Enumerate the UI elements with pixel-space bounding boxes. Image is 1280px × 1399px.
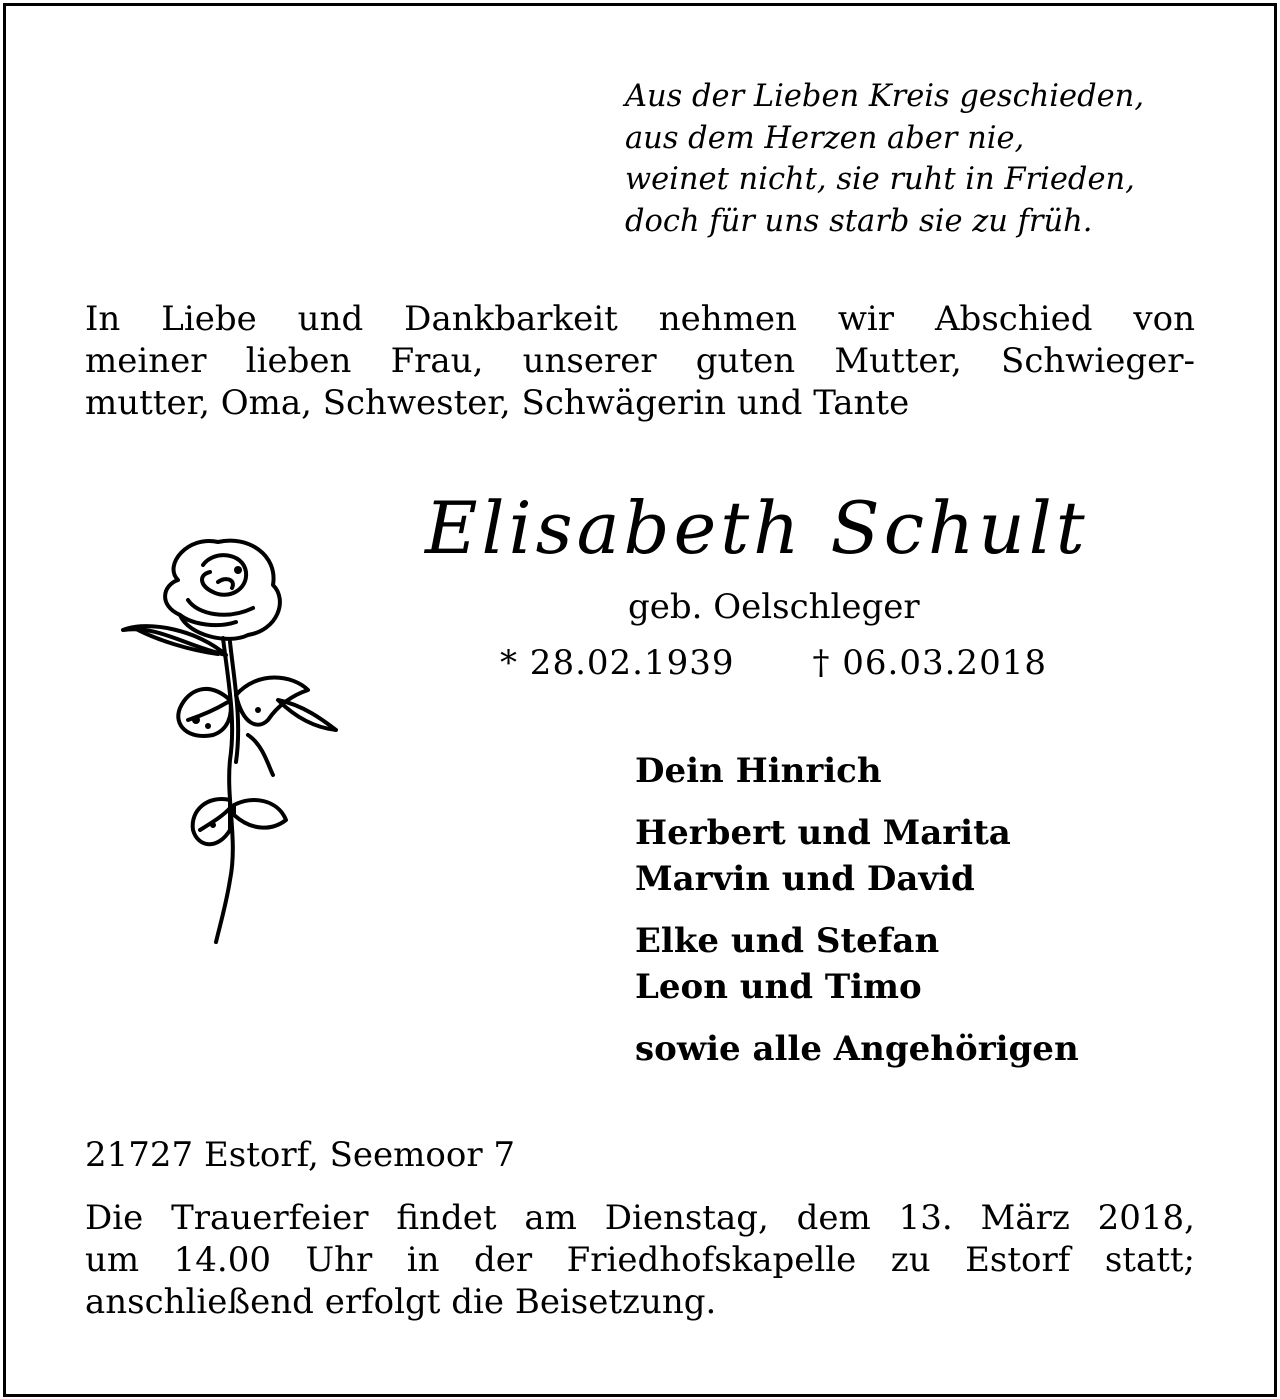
mourner-name: Herbert und Marita: [635, 813, 1011, 853]
farewell-text: [85, 298, 1195, 424]
poem-line: doch für uns starb sie zu früh.: [625, 203, 1093, 239]
maiden-name: geb. Oelschleger: [628, 587, 920, 627]
death-date: † 06.03.2018: [812, 643, 1047, 683]
mourner-name: Leon und Timo: [635, 967, 922, 1007]
mourner-group: [635, 918, 1079, 1010]
family-address: 21727 Estorf, Seemoor 7: [85, 1135, 516, 1175]
mourner-name: Elke und Stefan: [635, 921, 940, 961]
service-line: um 14.00 Uhr in der Friedhofskapelle zu Estorf statt;: [85, 1240, 1195, 1280]
mourner-group: [635, 748, 1079, 794]
memorial-poem: [625, 76, 1144, 242]
rose-icon: [118, 530, 348, 950]
poem-line: aus dem Herzen aber nie,: [625, 120, 1025, 156]
mourner-name: Marvin und David: [635, 859, 975, 899]
mourner-group: [635, 810, 1079, 902]
funeral-service-info: [85, 1197, 1195, 1323]
farewell-line: In Liebe und Dankbarkeit nehmen wir Abschied von: [85, 299, 1195, 339]
deceased-name: Elisabeth Schult: [425, 486, 1089, 570]
farewell-line: meiner lieben Frau, unserer guten Mutter, Schwieger-: [85, 341, 1195, 381]
service-line: Die Trauerfeier findet am Dienstag, dem 13. März 2018,: [85, 1198, 1195, 1238]
poem-line: Aus der Lieben Kreis geschieden,: [625, 79, 1145, 114]
mourners-list: [635, 748, 1079, 1088]
mourner-group: [635, 1026, 1079, 1072]
mourner-name: Dein Hinrich: [635, 751, 882, 791]
life-dates: [500, 641, 1047, 685]
farewell-line: mutter, Oma, Schwester, Schwägerin und Tante: [85, 383, 910, 423]
service-line: anschließend erfolgt die Beisetzung.: [85, 1282, 717, 1322]
birth-date: * 28.02.1939: [500, 643, 735, 683]
poem-line: weinet nicht, sie ruht in Frieden,: [625, 162, 1135, 197]
mourner-name: sowie alle Angehörigen: [635, 1029, 1079, 1069]
